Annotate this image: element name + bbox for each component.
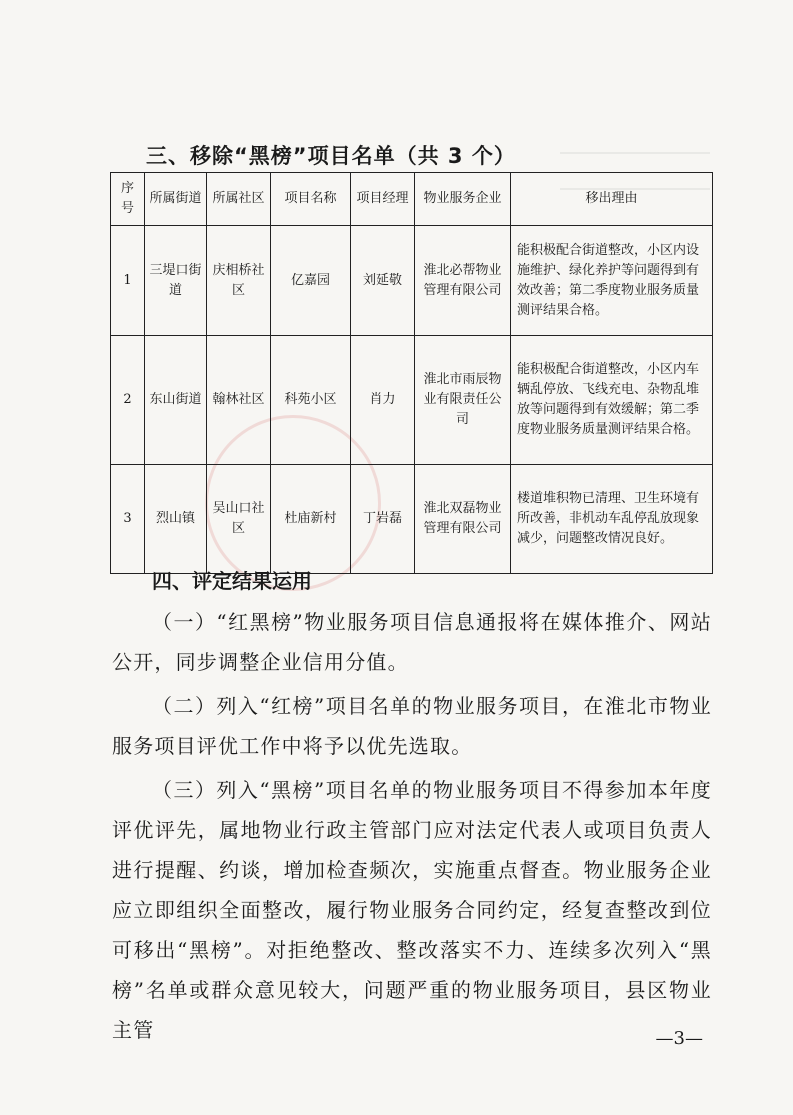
cell-company: 淮北必帮物业管理有限公司 xyxy=(415,226,511,336)
cell-street: 东山街道 xyxy=(145,336,207,465)
table-header-row xyxy=(111,173,713,226)
section-title: 三、移除“黑榜”项目名单（共 3 个） xyxy=(146,144,516,168)
header-project: 项目名称 xyxy=(271,173,351,226)
page-number: —3— xyxy=(655,1028,703,1049)
cell-reason: 能积极配合街道整改，小区内车辆乱停放、飞线充电、杂物乱堆放等问题得到有效缓解；第二季度物业服务质量测评结果合格。 xyxy=(511,336,713,465)
cell-project: 杜庙新村 xyxy=(271,465,351,574)
cell-community: 庆相桥社区 xyxy=(207,226,271,336)
cell-reason: 能积极配合街道整改，小区内设施维护、绿化养护等问题得到有效改善；第二季度物业服务质量测评结果合格。 xyxy=(511,226,713,336)
cell-company: 淮北市雨辰物业有限责任公司 xyxy=(415,336,511,465)
cell-manager: 丁岩磊 xyxy=(351,465,415,574)
paragraph-1: （一）“红黑榜”物业服务项目信息通报将在媒体推介、网站公开，同步调整企业信用分值。 xyxy=(112,610,712,674)
section4-title: 四、评定结果运用 xyxy=(152,569,312,593)
paragraph-2: （二）列入“红榜”项目名单的物业服务项目，在淮北市物业服务项目评优工作中将予以优先选取。 xyxy=(112,694,712,758)
paragraph-3: （三）列入“黑榜”项目名单的物业服务项目不得参加本年度评优评先，属地物业行政主管部门应对法定代表人或项目负责人进行提醒、约谈，增加检查频次，实施重点督查。物业服务企业应立即组织全面整改，履行物业服务合同约定，经复查整改到位可移出“黑榜”。对拒绝整改、整改落实不力、连续多次列入“黑榜”名单或群众意见较大，问题严重的物业服务项目，县区物业主管 xyxy=(112,778,712,1042)
header-company: 物业服务企业 xyxy=(415,173,511,226)
cell-no: 2 xyxy=(111,336,145,465)
header-community: 所属社区 xyxy=(207,173,271,226)
cell-no: 3 xyxy=(111,465,145,574)
cell-street: 烈山镇 xyxy=(145,465,207,574)
header-street: 所属街道 xyxy=(145,173,207,226)
cell-manager: 肖力 xyxy=(351,336,415,465)
table-row xyxy=(111,336,713,465)
cell-no: 1 xyxy=(111,226,145,336)
cell-street: 三堤口街道 xyxy=(145,226,207,336)
cell-community: 翰林社区 xyxy=(207,336,271,465)
cell-project: 科苑小区 xyxy=(271,336,351,465)
header-manager: 项目经理 xyxy=(351,173,415,226)
bleed-through-line xyxy=(560,152,710,154)
cell-project: 亿嘉园 xyxy=(271,226,351,336)
cell-community: 吴山口社区 xyxy=(207,465,271,574)
cell-reason: 楼道堆积物已清理、卫生环境有所改善，非机动车乱停乱放现象减少，问题整改情况良好。 xyxy=(511,465,713,574)
removed-blacklist-table xyxy=(110,172,713,574)
cell-manager: 刘延敬 xyxy=(351,226,415,336)
table-row xyxy=(111,226,713,336)
header-no: 序号 xyxy=(111,173,145,226)
cell-company: 淮北双磊物业管理有限公司 xyxy=(415,465,511,574)
header-reason: 移出理由 xyxy=(511,173,713,226)
table-row xyxy=(111,465,713,574)
